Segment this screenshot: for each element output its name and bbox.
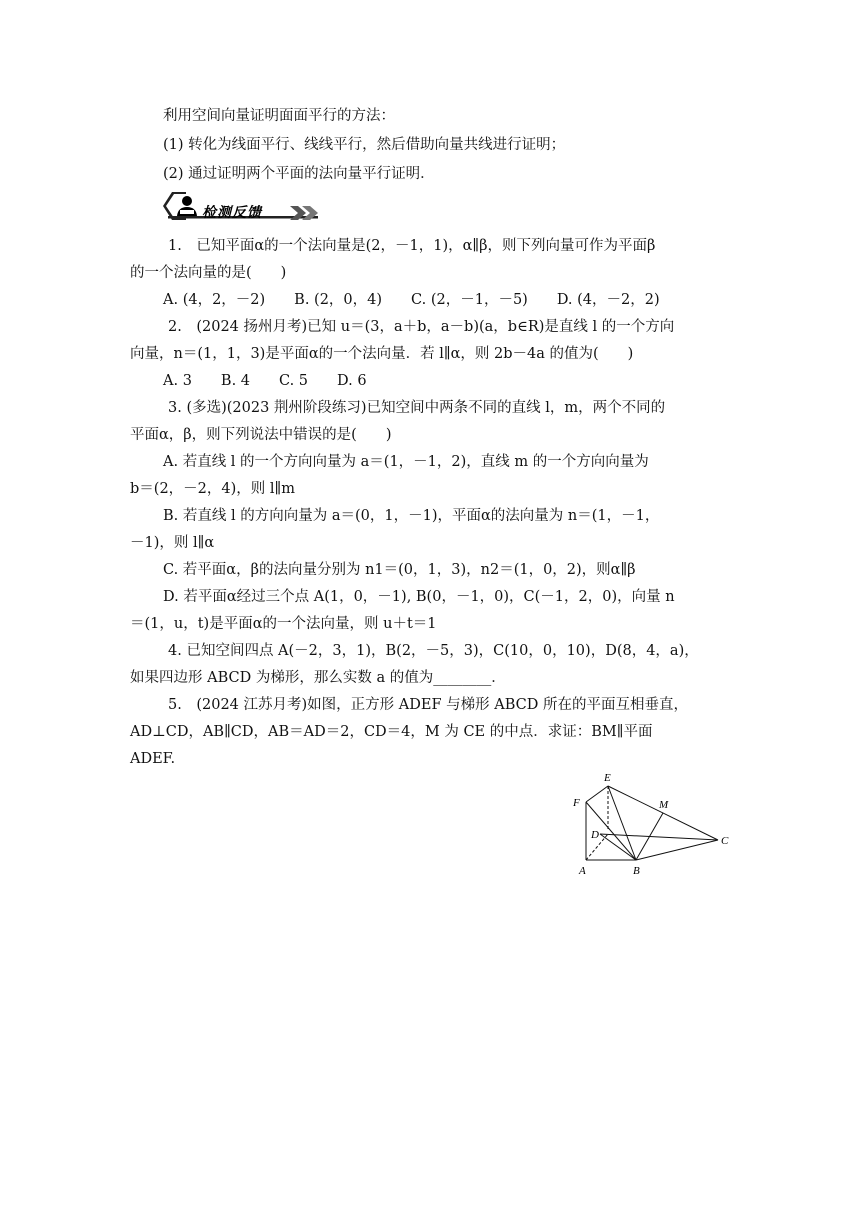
- q1-stem-line-2: 的一个法向量的是( ): [130, 265, 287, 281]
- label-E: E: [604, 772, 611, 784]
- summary-title: 利用空间向量证明面面平行的方法：: [163, 108, 395, 124]
- label-B: B: [633, 865, 640, 877]
- label-F: F: [573, 797, 580, 809]
- q5-stem-line-1: 5. (2024 江苏月考)如图，正方形 ADEF 与梯形 ABCD 所在的平面互相垂直，: [168, 697, 688, 713]
- edge-EB: [608, 786, 636, 860]
- section-banner: [160, 186, 330, 226]
- geometry-figure: [570, 768, 740, 880]
- q5-stem-line-2: AD⊥CD，AB∥CD，AB＝AD＝2，CD＝4，M 为 CE 的中点．求证：BM∥平面: [130, 724, 653, 740]
- label-D: D: [591, 829, 599, 841]
- q3-option-b-line-2: －1)，则 l∥α: [130, 535, 215, 551]
- student-reading-icon: [177, 196, 197, 216]
- q5-stem-line-3: ADEF.: [130, 751, 176, 767]
- q2-stem-line-1: 2. (2024 扬州月考)已知 u＝(3，a＋b，a－b)(a，b∈R)是直线 l 的一个方向: [168, 319, 675, 335]
- q1-stem-line-1: 1. 已知平面α的一个法向量是(2，－1，1)，α∥β，则下列向量可作为平面β: [168, 238, 656, 254]
- q3-option-d-line-1: D. 若平面α经过三个点 A(1，0，－1), B(0，－1，0)，C(－1，2，0)，向量 n: [163, 589, 675, 605]
- q2-options: A. 3 B. 4 C. 5 D. 6: [163, 373, 367, 389]
- banner-label: 检测反馈: [202, 205, 262, 221]
- q3-stem-line-2: 平面α，β，则下列说法中错误的是( ): [130, 427, 392, 443]
- label-M: M: [659, 799, 669, 811]
- q2-stem-line-2: 向量，n＝(1，1，3)是平面α的一个法向量．若 l∥α，则 2b－4a 的值为( ): [130, 346, 634, 362]
- label-C: C: [721, 835, 729, 847]
- summary-point-1: (1) 转化为线面平行、线线平行，然后借助向量共线进行证明；: [163, 137, 566, 153]
- q3-stem-line-1: 3. (多选)(2023 荆州阶段练习)已知空间中两条不同的直线 l，m，两个不同的: [168, 400, 666, 416]
- q1-options: A. (4，2，－2) B. (2，0，4) C. (2，－1，－5) D. (4，－2，2): [163, 292, 660, 308]
- q3-option-d-line-2: ＝(1，u，t)是平面α的一个法向量，则 u＋t＝1: [130, 616, 437, 632]
- q3-option-c: C. 若平面α，β的法向量分别为 n1＝(0，1，3)，n2＝(1，0，2)，则α∥β: [163, 562, 636, 578]
- label-A: A: [579, 865, 586, 877]
- q4-stem-line-2: 如果四边形 ABCD 为梯形，那么实数 a 的值为________．: [130, 670, 506, 686]
- edge-FE: [586, 786, 608, 802]
- edge-BC: [636, 840, 718, 860]
- q3-option-a-line-2: b＝(2，－2，4)，则 l∥m: [130, 481, 295, 497]
- q3-option-b-line-1: B. 若直线 l 的方向向量为 a＝(0，1，－1)，平面α的法向量为 n＝(1，－1，: [163, 508, 660, 524]
- summary-point-2: (2) 通过证明两个平面的法向量平行证明．: [163, 166, 435, 182]
- q3-option-a-line-1: A. 若直线 l 的一个方向向量为 a＝(1，－1，2)，直线 m 的一个方向向量为: [163, 454, 649, 470]
- q4-stem-line-1: 4. 已知空间四点 A(－2，3，1)，B(2，－5，3)，C(10，0，10)，D(8，4，a)，: [168, 643, 699, 659]
